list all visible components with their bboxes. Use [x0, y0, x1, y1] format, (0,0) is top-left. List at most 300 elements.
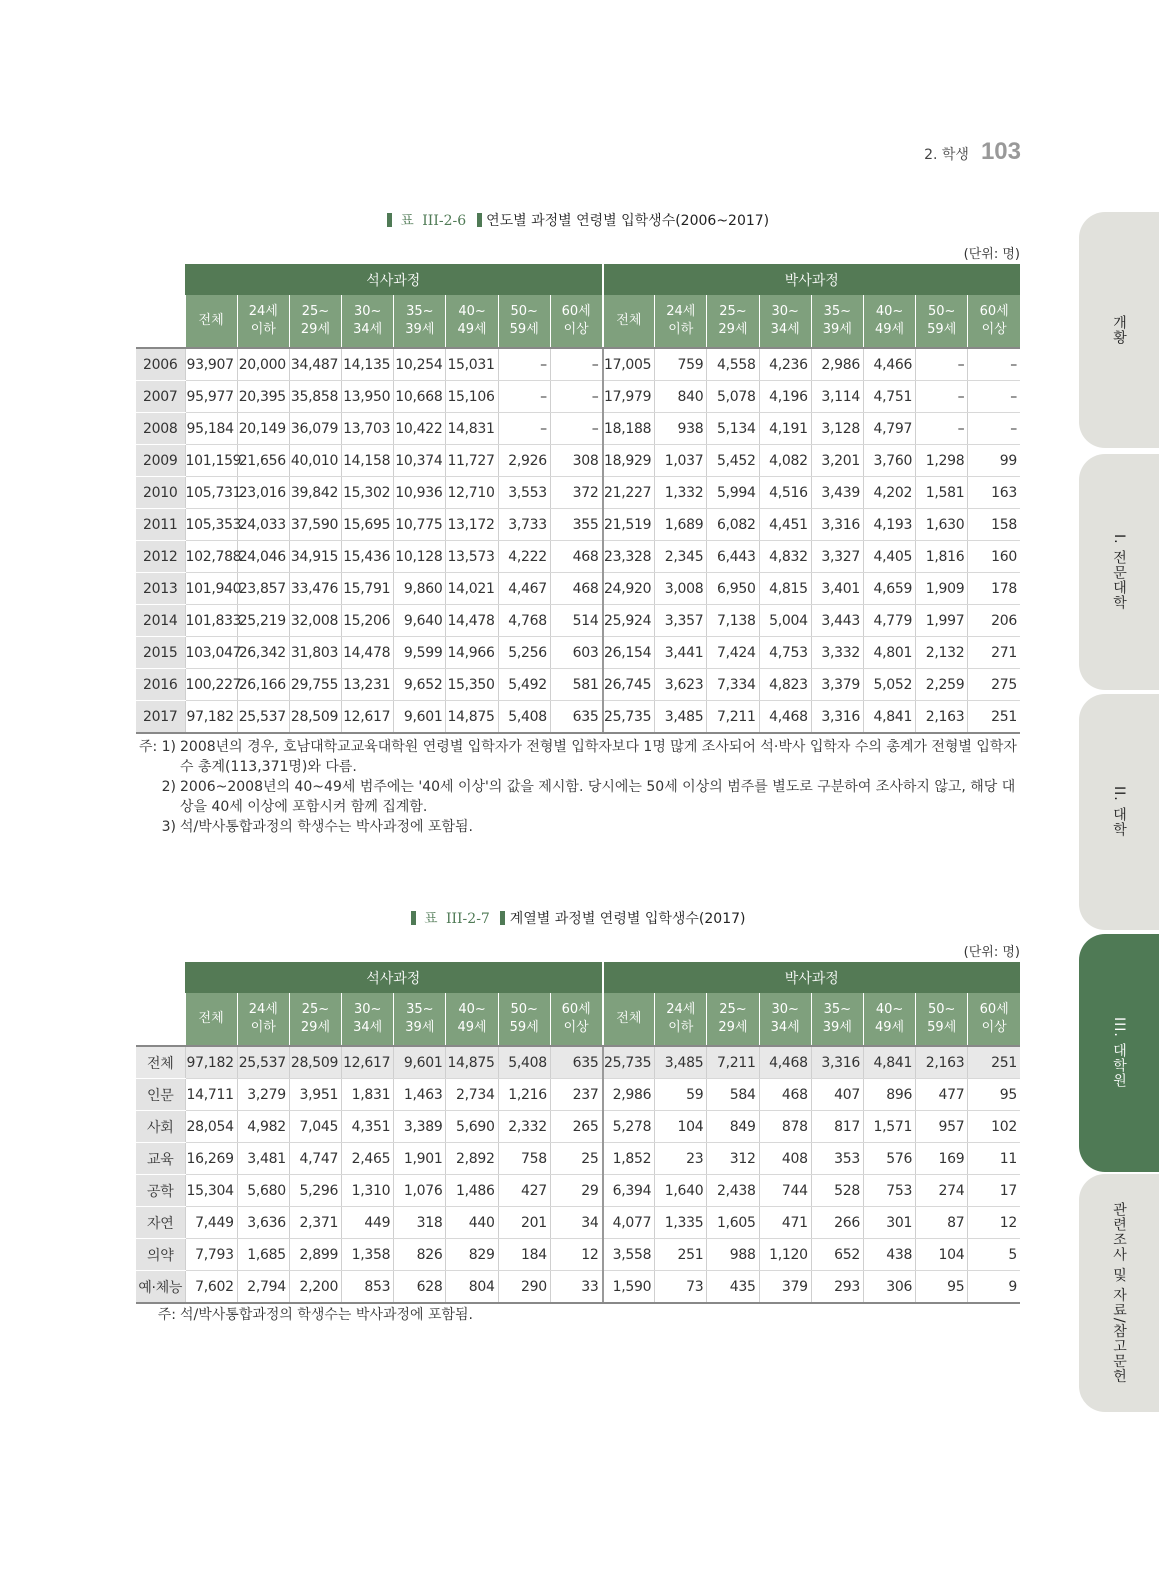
column-header-line: 39세 — [822, 322, 852, 337]
table-cell: 5,408 — [498, 1046, 550, 1079]
table-cell: 878 — [759, 1111, 811, 1143]
table-cell: 753 — [863, 1175, 915, 1207]
table-cell: 12,617 — [342, 1046, 394, 1079]
note-label: 3) — [161, 819, 176, 835]
table-cell: 3,439 — [811, 477, 863, 509]
table-cell: 938 — [655, 413, 707, 445]
table-cell: 4,468 — [759, 701, 811, 734]
note-text: 석/박사통합과정의 학생수는 박사과정에 포함됨. — [180, 819, 473, 835]
side-tab[interactable] — [1079, 212, 1159, 448]
table-cell: 33 — [550, 1271, 602, 1304]
table-cell: 1,909 — [916, 573, 968, 605]
table-row — [136, 1239, 1020, 1271]
column-header-line: 이상 — [981, 1020, 1007, 1035]
table-cell: 25,735 — [603, 701, 655, 734]
group-header: 석사과정 — [185, 264, 603, 295]
note-label: 2) — [161, 779, 176, 795]
column-header-line: 29세 — [718, 1020, 748, 1035]
column-header — [342, 295, 394, 348]
table-cell: 34,487 — [289, 348, 341, 381]
table-cell: 744 — [759, 1175, 811, 1207]
table-cell: 468 — [759, 1079, 811, 1111]
table-cell: 804 — [446, 1271, 498, 1304]
column-header-line: 34세 — [353, 1020, 383, 1035]
table-cell: 4,982 — [237, 1111, 289, 1143]
column-header — [498, 993, 550, 1046]
table-cell: 2,899 — [289, 1239, 341, 1271]
table-cell: 1,037 — [655, 445, 707, 477]
table-cell: – — [968, 413, 1020, 445]
table-cell: 957 — [916, 1111, 968, 1143]
table-cell: 5,052 — [863, 669, 915, 701]
table-cell: 39,842 — [289, 477, 341, 509]
table-cell: 29 — [550, 1175, 602, 1207]
table-cell: 13,703 — [342, 413, 394, 445]
table-cell: 28,054 — [185, 1111, 237, 1143]
table-cell: 16,269 — [185, 1143, 237, 1175]
column-header — [707, 295, 759, 348]
table-cell: 1,332 — [655, 477, 707, 509]
table-cell: 17,005 — [603, 348, 655, 381]
column-header-line: 24세 — [666, 304, 696, 319]
table-cell: 4,768 — [498, 605, 550, 637]
table-cell: 4,841 — [863, 701, 915, 734]
side-tab[interactable] — [1079, 934, 1159, 1172]
column-header — [289, 993, 341, 1046]
table-cell: 4,797 — [863, 413, 915, 445]
column-header-line: 29세 — [300, 322, 331, 337]
table-cell: 17,979 — [603, 381, 655, 413]
side-tab-label: III. 대학원 — [1111, 1017, 1127, 1089]
column-header — [498, 295, 550, 348]
table2-title: 계열별 과정별 연령별 입학생수(2017) — [509, 911, 746, 927]
table-cell: – — [968, 348, 1020, 381]
table-cell: 468 — [550, 573, 602, 605]
row-header: 2017 — [136, 701, 185, 734]
column-header — [863, 295, 915, 348]
table-cell: 15,304 — [185, 1175, 237, 1207]
table-cell: 21,519 — [603, 509, 655, 541]
page-header — [924, 138, 1021, 166]
side-tab-label: II. 대학 — [1111, 786, 1127, 838]
table-cell: 5,408 — [498, 701, 550, 734]
table-cell: 293 — [811, 1271, 863, 1304]
column-header — [968, 993, 1020, 1046]
column-header — [237, 993, 289, 1046]
table-cell: 26,745 — [603, 669, 655, 701]
table-cell: 1,571 — [863, 1111, 915, 1143]
corner-cell — [136, 264, 185, 295]
table2 — [136, 962, 1020, 1304]
table-cell: 5,492 — [498, 669, 550, 701]
table-cell: 4,196 — [759, 381, 811, 413]
table-cell: 1,310 — [342, 1175, 394, 1207]
table-cell: 18,929 — [603, 445, 655, 477]
table-cell: 306 — [863, 1271, 915, 1304]
table-cell: 3,558 — [603, 1239, 655, 1271]
table-cell: 201 — [498, 1207, 550, 1239]
column-header-line: 39세 — [822, 1020, 852, 1035]
table-cell: 15,106 — [446, 381, 498, 413]
note — [136, 1305, 1020, 1325]
column-header — [237, 295, 289, 348]
column-header — [185, 295, 237, 348]
row-header: 2008 — [136, 413, 185, 445]
column-header-line: 이상 — [563, 322, 589, 337]
table-cell: 20,149 — [237, 413, 289, 445]
table-cell: 3,636 — [237, 1207, 289, 1239]
table-row — [136, 669, 1020, 701]
column-header — [863, 993, 915, 1046]
table-cell: 3,327 — [811, 541, 863, 573]
row-header: 2012 — [136, 541, 185, 573]
table-cell: 849 — [707, 1111, 759, 1143]
table-cell: 652 — [811, 1239, 863, 1271]
table-row — [136, 477, 1020, 509]
table-cell: 9,860 — [394, 573, 446, 605]
table-row — [136, 1271, 1020, 1304]
table-cell: 87 — [916, 1207, 968, 1239]
table-cell: 73 — [655, 1271, 707, 1304]
table-cell: 1,997 — [916, 605, 968, 637]
table-cell: 3,114 — [811, 381, 863, 413]
table-cell: 853 — [342, 1271, 394, 1304]
table-cell: – — [968, 381, 1020, 413]
table-cell: 4,202 — [863, 477, 915, 509]
row-header: 교육 — [136, 1143, 185, 1175]
table-cell: 14,021 — [446, 573, 498, 605]
table-cell: 20,000 — [237, 348, 289, 381]
column-header — [603, 993, 655, 1046]
table-cell: 15,436 — [342, 541, 394, 573]
group-header: 박사과정 — [603, 264, 1021, 295]
table-cell: 7,211 — [707, 1046, 759, 1079]
table2-notes — [136, 1305, 1020, 1325]
table-row — [136, 509, 1020, 541]
table-cell: 2,986 — [603, 1079, 655, 1111]
side-tab[interactable] — [1079, 694, 1159, 930]
table-cell: 408 — [759, 1143, 811, 1175]
table-cell: 95 — [968, 1079, 1020, 1111]
table-cell: 95 — [916, 1271, 968, 1304]
table-cell: 15,302 — [342, 477, 394, 509]
table-cell: 3,316 — [811, 701, 863, 734]
column-header-line: 60세 — [561, 1002, 591, 1017]
table-cell: 14,158 — [342, 445, 394, 477]
column-header-line: 50~ — [510, 1002, 538, 1017]
corner-cell — [136, 295, 185, 348]
table-cell: 7,424 — [707, 637, 759, 669]
table-cell: – — [498, 413, 550, 445]
column-header-line: 34세 — [353, 322, 383, 337]
table-cell: 7,449 — [185, 1207, 237, 1239]
table-cell: 4,082 — [759, 445, 811, 477]
table-cell: 12 — [968, 1207, 1020, 1239]
table-cell: 3,733 — [498, 509, 550, 541]
column-header-line: 35~ — [406, 304, 434, 319]
table-cell: 2,892 — [446, 1143, 498, 1175]
table-cell: 1,335 — [655, 1207, 707, 1239]
table-cell: 2,345 — [655, 541, 707, 573]
table-cell: 312 — [707, 1143, 759, 1175]
side-tab-label: 관련조사 및 자료/참고문헌 — [1111, 1202, 1127, 1384]
table-cell: 438 — [863, 1239, 915, 1271]
column-header — [811, 993, 863, 1046]
column-header-line: 이상 — [563, 1020, 589, 1035]
row-header: 2016 — [136, 669, 185, 701]
table-cell: 93,907 — [185, 348, 237, 381]
table-cell: 4,222 — [498, 541, 550, 573]
table-cell: 1,901 — [394, 1143, 446, 1175]
column-header-line: 전체 — [616, 1011, 642, 1026]
side-tab[interactable] — [1079, 454, 1159, 690]
column-header-line: 29세 — [718, 322, 748, 337]
table-cell: 988 — [707, 1239, 759, 1271]
table-row — [136, 381, 1020, 413]
table-cell: 1,298 — [916, 445, 968, 477]
table-cell: 4,351 — [342, 1111, 394, 1143]
table-cell: 11,727 — [446, 445, 498, 477]
side-tab-label: 개황 — [1111, 315, 1127, 345]
table-cell: 3,008 — [655, 573, 707, 605]
table-cell: 7,602 — [185, 1271, 237, 1304]
table-cell: 4,466 — [863, 348, 915, 381]
column-header-line: 이하 — [668, 1020, 694, 1035]
table-cell: 23 — [655, 1143, 707, 1175]
column-header — [394, 295, 446, 348]
table-cell: – — [550, 348, 602, 381]
row-header: 예·체능 — [136, 1271, 185, 1304]
table-cell: 3,443 — [811, 605, 863, 637]
column-header-line: 30~ — [771, 304, 799, 319]
table-cell: 6,950 — [707, 573, 759, 605]
table-cell: 23,016 — [237, 477, 289, 509]
table-cell: 13,573 — [446, 541, 498, 573]
column-header-line: 34세 — [770, 1020, 800, 1035]
table-cell: 2,259 — [916, 669, 968, 701]
column-header-line: 전체 — [198, 313, 224, 328]
table-cell: 101,833 — [185, 605, 237, 637]
table-row — [136, 701, 1020, 734]
table2-caption — [136, 908, 1020, 928]
table-cell: 169 — [916, 1143, 968, 1175]
table-cell: 275 — [968, 669, 1020, 701]
table-cell: 37,590 — [289, 509, 341, 541]
table-row — [136, 573, 1020, 605]
table-cell: 4,193 — [863, 509, 915, 541]
table-cell: 4,467 — [498, 573, 550, 605]
table-cell: 7,045 — [289, 1111, 341, 1143]
column-header-line: 전체 — [616, 313, 642, 328]
table-cell: 407 — [811, 1079, 863, 1111]
table-cell: 11 — [968, 1143, 1020, 1175]
table-cell: 3,485 — [655, 701, 707, 734]
note-text: 2008년의 경우, 호남대학교교육대학원 연령별 입학자가 전형별 입학자보다 1명 많게 조사되어 석·박사 입학자 수의 총계가 전형별 입학자 수 총계(113,371명)와 다름. — [180, 739, 1017, 775]
table-cell: 20,395 — [237, 381, 289, 413]
table-cell: 158 — [968, 509, 1020, 541]
column-header-line: 이하 — [668, 322, 694, 337]
column-header-line: 이하 — [250, 1020, 276, 1035]
table-row — [136, 637, 1020, 669]
column-header-line: 35~ — [406, 1002, 434, 1017]
table-cell: 308 — [550, 445, 602, 477]
column-header-line: 59세 — [927, 1020, 957, 1035]
column-header — [446, 993, 498, 1046]
column-header-line: 49세 — [874, 322, 905, 337]
table1-caption — [136, 210, 1020, 230]
table-cell: 95,977 — [185, 381, 237, 413]
table-cell: 4,823 — [759, 669, 811, 701]
column-header-line: 50~ — [510, 304, 538, 319]
table-cell: 15,350 — [446, 669, 498, 701]
table-cell: 758 — [498, 1143, 550, 1175]
column-header — [655, 295, 707, 348]
table-cell: 251 — [655, 1239, 707, 1271]
column-header-line: 25~ — [301, 304, 330, 319]
table1-title: 연도별 과정별 연령별 입학생수(2006~2017) — [486, 213, 770, 229]
table-cell: 3,760 — [863, 445, 915, 477]
table-cell: 13,950 — [342, 381, 394, 413]
table-cell: 1,689 — [655, 509, 707, 541]
corner-cell — [136, 993, 185, 1046]
table-cell: 104 — [916, 1239, 968, 1271]
table-cell: 102,788 — [185, 541, 237, 573]
table-cell: 12,710 — [446, 477, 498, 509]
column-header — [968, 295, 1020, 348]
table-cell: 5,296 — [289, 1175, 341, 1207]
table-cell: 318 — [394, 1207, 446, 1239]
table-cell: 3,316 — [811, 1046, 863, 1079]
column-header — [550, 993, 602, 1046]
group-header: 박사과정 — [603, 962, 1021, 993]
table-cell: 29,755 — [289, 669, 341, 701]
table-cell: 3,441 — [655, 637, 707, 669]
column-header-line: 30~ — [353, 1002, 382, 1017]
table-cell: 25,537 — [237, 1046, 289, 1079]
column-header-line: 29세 — [300, 1020, 331, 1035]
table-cell: 12 — [550, 1239, 602, 1271]
table-cell: 34 — [550, 1207, 602, 1239]
table-cell: 1,831 — [342, 1079, 394, 1111]
column-header — [759, 295, 811, 348]
table-cell: 4,753 — [759, 637, 811, 669]
table-cell: 2,132 — [916, 637, 968, 669]
note — [136, 817, 1020, 837]
table-cell: 6,082 — [707, 509, 759, 541]
table-cell: 2,794 — [237, 1271, 289, 1304]
table-cell: 10,668 — [394, 381, 446, 413]
table-cell: 427 — [498, 1175, 550, 1207]
table-cell: 160 — [968, 541, 1020, 573]
table-cell: 4,558 — [707, 348, 759, 381]
table-cell: 40,010 — [289, 445, 341, 477]
table-cell: 101,940 — [185, 573, 237, 605]
table-cell: 290 — [498, 1271, 550, 1304]
table-cell: 9,601 — [394, 701, 446, 734]
table-cell: 274 — [916, 1175, 968, 1207]
table-cell: 1,590 — [603, 1271, 655, 1304]
table-cell: 15,791 — [342, 573, 394, 605]
table-cell: 5 — [968, 1239, 1020, 1271]
table1-unit: (단위: 명) — [963, 247, 1020, 262]
table-cell: 4,841 — [863, 1046, 915, 1079]
table-cell: 301 — [863, 1207, 915, 1239]
table-cell: 26,154 — [603, 637, 655, 669]
column-header — [655, 993, 707, 1046]
table-row — [136, 348, 1020, 381]
column-header-line: 30~ — [771, 1002, 799, 1017]
caption-bar-icon — [500, 911, 505, 925]
table-row — [136, 1079, 1020, 1111]
table-cell: 3,389 — [394, 1111, 446, 1143]
column-header — [185, 993, 237, 1046]
column-header-line: 60세 — [561, 304, 591, 319]
note-text: 석/박사통합과정의 학생수는 박사과정에 포함됨. — [180, 1307, 473, 1323]
table-cell: 829 — [446, 1239, 498, 1271]
table-cell: 4,751 — [863, 381, 915, 413]
table-cell: 99 — [968, 445, 1020, 477]
table-cell: 9,640 — [394, 605, 446, 637]
table-cell: 7,211 — [707, 701, 759, 734]
table-cell: 35,858 — [289, 381, 341, 413]
page-number: 103 — [980, 138, 1021, 165]
table-cell: 1,076 — [394, 1175, 446, 1207]
table1-prefix: 표 — [400, 213, 414, 229]
table-cell: 251 — [968, 701, 1020, 734]
column-header-line: 25~ — [301, 1002, 330, 1017]
row-header: 2010 — [136, 477, 185, 509]
column-header-line: 전체 — [198, 1011, 224, 1026]
table-cell: 1,463 — [394, 1079, 446, 1111]
row-header: 2014 — [136, 605, 185, 637]
table-cell: 10,422 — [394, 413, 446, 445]
table-cell: 100,227 — [185, 669, 237, 701]
table-cell: 10,128 — [394, 541, 446, 573]
note-label: 주: — [157, 1307, 176, 1323]
column-header-line: 24세 — [666, 1002, 696, 1017]
table-cell: 826 — [394, 1239, 446, 1271]
table-cell: 4,077 — [603, 1207, 655, 1239]
table-cell: 4,451 — [759, 509, 811, 541]
row-header: 자연 — [136, 1207, 185, 1239]
table-cell: 4,815 — [759, 573, 811, 605]
table-cell: 3,379 — [811, 669, 863, 701]
column-header-line: 49세 — [457, 1020, 487, 1035]
side-tab[interactable] — [1079, 1174, 1159, 1412]
note — [136, 777, 1020, 817]
table-cell: 3,279 — [237, 1079, 289, 1111]
table-cell: 9,599 — [394, 637, 446, 669]
table-cell: 4,468 — [759, 1046, 811, 1079]
note — [136, 737, 1020, 777]
table-cell: 3,316 — [811, 509, 863, 541]
table-row — [136, 541, 1020, 573]
column-header — [603, 295, 655, 348]
table2-code: III-2-7 — [445, 911, 490, 927]
column-header-line: 40~ — [875, 304, 904, 319]
table-cell: 10,374 — [394, 445, 446, 477]
table-cell: 14,966 — [446, 637, 498, 669]
table-row — [136, 1111, 1020, 1143]
table-cell: 14,711 — [185, 1079, 237, 1111]
section-title: 2. 학생 — [924, 147, 969, 163]
table-cell: 10,254 — [394, 348, 446, 381]
table-cell: 379 — [759, 1271, 811, 1304]
table-cell: 33,476 — [289, 573, 341, 605]
table-cell: 17 — [968, 1175, 1020, 1207]
table-cell: 251 — [968, 1046, 1020, 1079]
table-cell: 12,617 — [342, 701, 394, 734]
